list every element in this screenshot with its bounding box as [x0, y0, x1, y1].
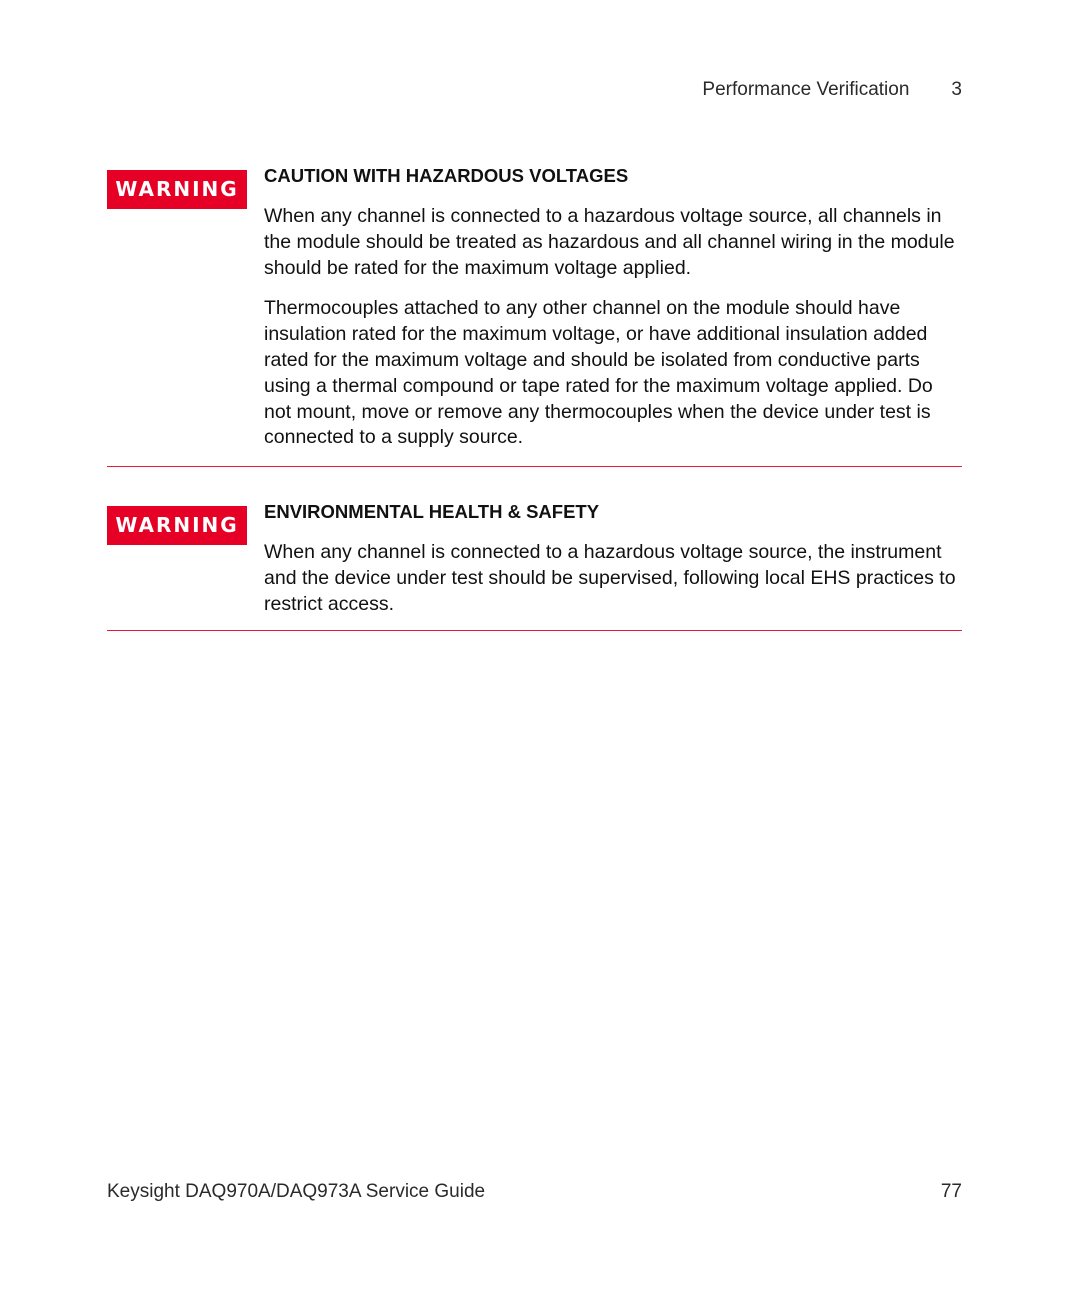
warning-paragraph: When any channel is connected to a hazardous voltage source, the instrument and the device under test should be supervised, following local EHS practices to restrict access. — [264, 541, 956, 615]
warning-paragraph: When any channel is connected to a hazardous voltage source, all channels in the module should be treated as hazardous and all channel wiring in the module should be rated for the maximum voltage applied. — [264, 205, 955, 279]
page-header — [702, 79, 962, 101]
warning-badge: WARNING — [107, 506, 247, 545]
section-title: Performance Verification — [702, 79, 910, 100]
warning-body — [264, 499, 962, 617]
page-footer — [107, 1181, 962, 1203]
warning-badge: WARNING — [107, 170, 247, 209]
warning-block-environmental-safety — [107, 499, 962, 631]
page-number: 77 — [940, 1181, 962, 1202]
warning-body — [264, 163, 962, 451]
warning-title: CAUTION WITH HAZARDOUS VOLTAGES — [264, 165, 629, 186]
warning-title: ENVIRONMENTAL HEALTH & SAFETY — [264, 501, 600, 522]
document-title: Keysight DAQ970A/DAQ973A Service Guide — [107, 1181, 486, 1202]
chapter-number: 3 — [951, 79, 962, 100]
warning-paragraph: Thermocouples attached to any other channel on the module should have insulation rated for the maximum voltage, or have additional insulation added rated for the maximum voltage and should be isolated from conductive parts using a thermal compound or tape rated for the maximum voltage applied. Do not mount, move or remove any thermocouples when the device under test is connected to a supply source. — [264, 297, 933, 449]
warning-block-hazardous-voltages — [107, 163, 962, 467]
